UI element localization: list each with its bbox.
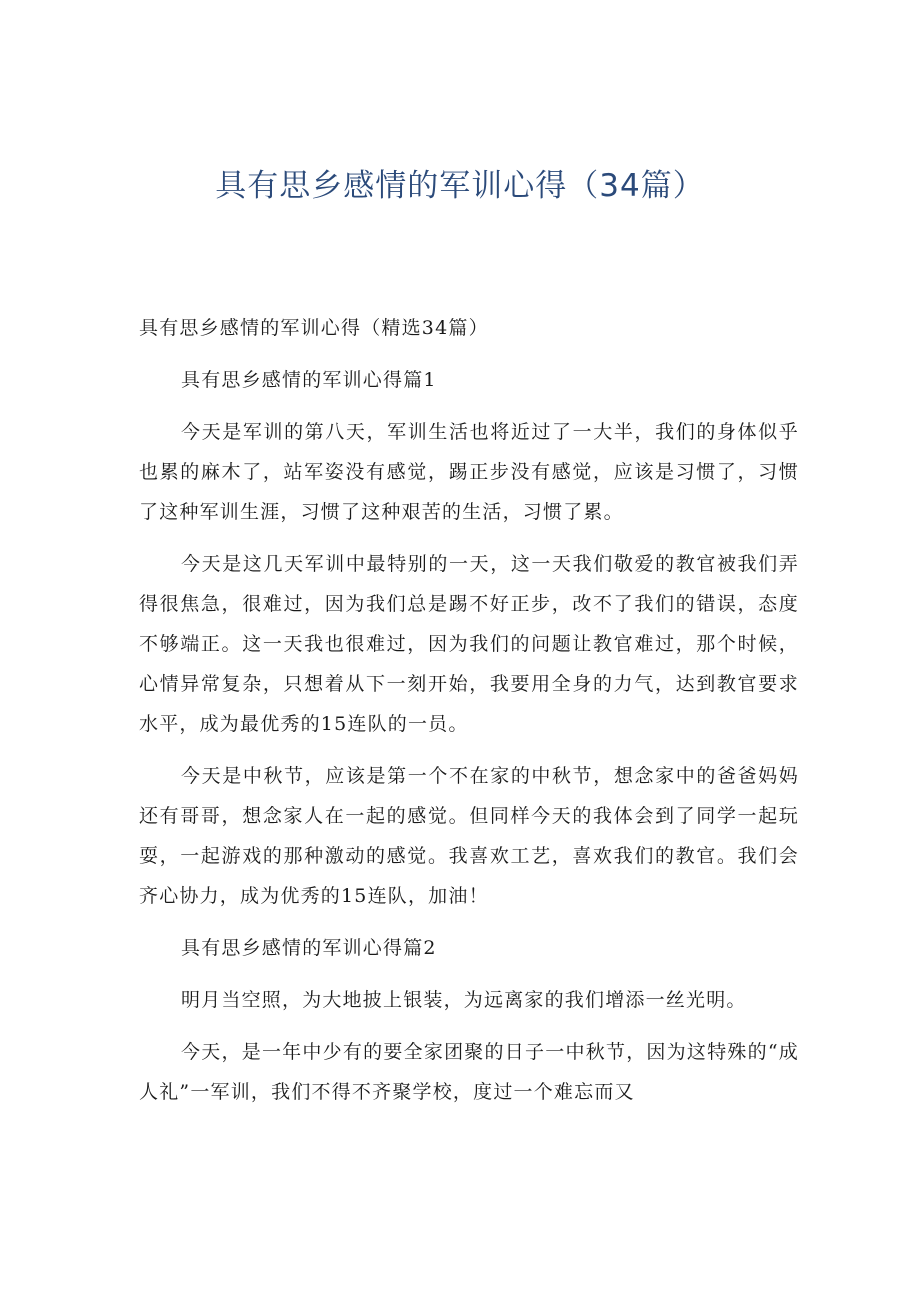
section-heading: 具有思乡感情的军训心得篇2 bbox=[181, 937, 437, 959]
paragraph: 今天是这几天军训中最特别的一天，这一天我们敬爱的教官被我们弄得很焦急，很难过，因为我们总是踢不好正步，改不了我们的错误，态度不够端正。这一天我也很难过，因为我们的问题让教官难过，那个时候，心情异常复杂，只想着从下一刻开始，我要用全身的力气，达到教官要求水平，成为最优秀的15连队的一员。 bbox=[139, 553, 799, 735]
paragraph: 明月当空照，为大地披上银装，为远离家的我们增添一丝光明。 bbox=[181, 989, 747, 1011]
document-title: 具有思乡感情的军训心得（34篇） bbox=[215, 168, 705, 204]
paragraph: 今天是军训的第八天，军训生活也将近过了一大半，我们的身体似乎也累的麻木了，站军姿没有感觉，踢正步没有感觉，应该是习惯了，习惯了这种军训生涯，习惯了这种艰苦的生活，习惯了累。 bbox=[139, 421, 799, 523]
document-body bbox=[139, 308, 799, 1124]
section-1 bbox=[139, 360, 799, 916]
section-heading: 具有思乡感情的军训心得篇1 bbox=[181, 369, 437, 391]
paragraph: 今天是中秋节，应该是第一个不在家的中秋节，想念家中的爸爸妈妈还有哥哥，想念家人在一起的感觉。但同样今天的我体会到了同学一起玩耍，一起游戏的那种激动的感觉。我喜欢工艺，喜欢我们的教官。我们会齐心协力，成为优秀的15连队，加油！ bbox=[139, 765, 799, 907]
document-subtitle: 具有思乡感情的军训心得（精选34篇） bbox=[139, 317, 489, 339]
section-2 bbox=[139, 928, 799, 1112]
paragraph: 今天，是一年中少有的要全家团聚的日子一中秋节，因为这特殊的“成人礼”一军训，我们不得不齐聚学校，度过一个难忘而又 bbox=[139, 1041, 799, 1103]
